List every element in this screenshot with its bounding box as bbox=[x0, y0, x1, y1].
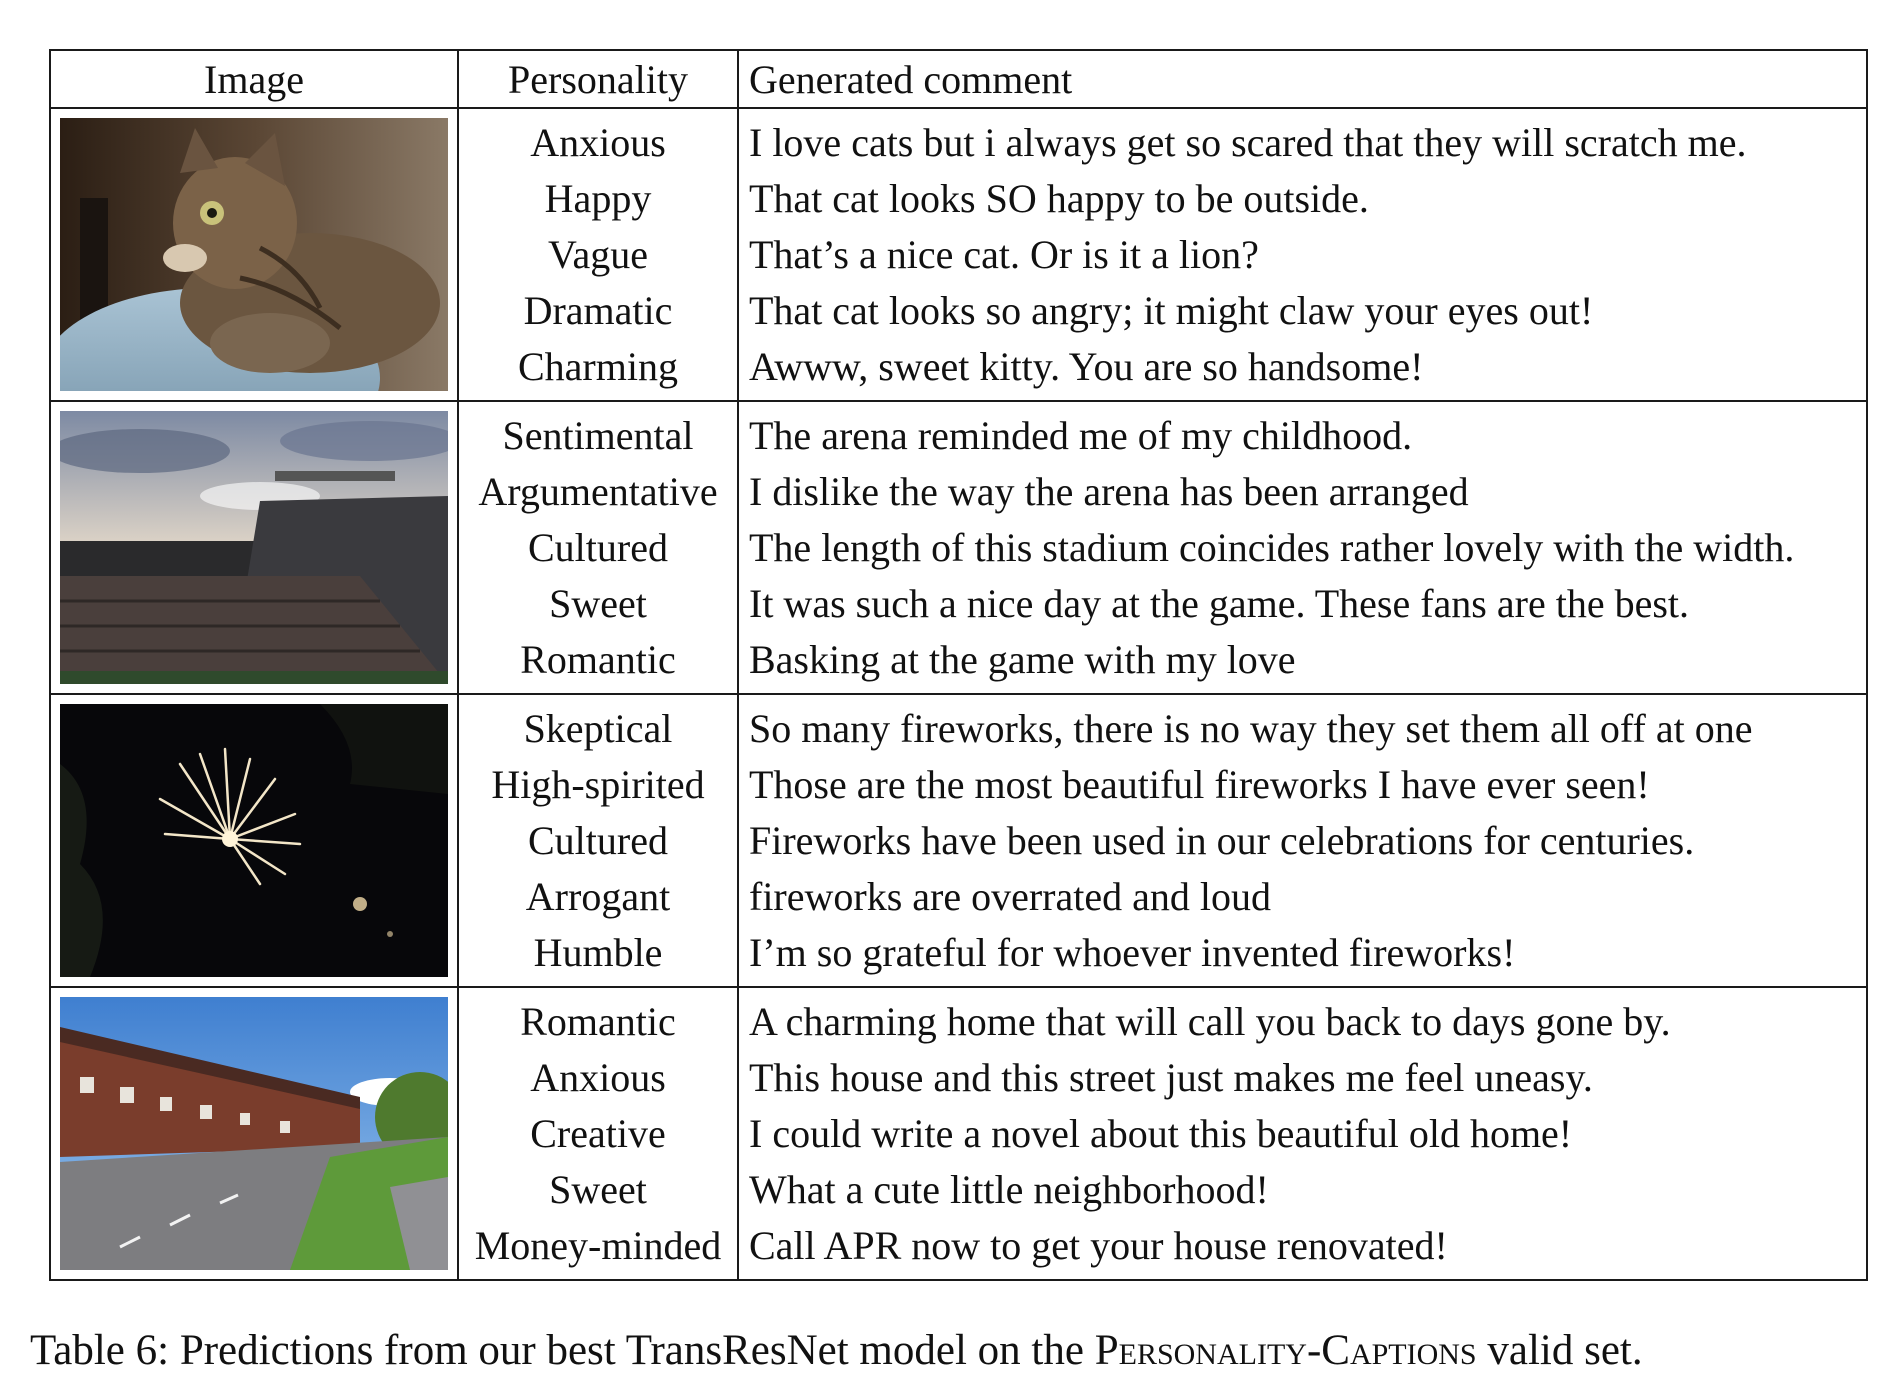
personality-label: Dramatic bbox=[523, 287, 673, 333]
personality-label: Money-minded bbox=[474, 1222, 722, 1268]
generated-comment: Call APR now to get your house renovated! bbox=[749, 1222, 1448, 1268]
table-row-houses bbox=[50, 987, 1867, 1280]
generated-comment: So many fireworks, there is no way they set them all off at one bbox=[749, 705, 1753, 751]
personality-label: Vague bbox=[548, 231, 648, 277]
generated-comment: A charming home that will call you back to days gone by. bbox=[749, 998, 1671, 1044]
image-cell bbox=[50, 694, 458, 987]
comment-cell bbox=[738, 987, 1867, 1280]
predictions-table bbox=[49, 49, 1868, 1281]
header-personality: Personality bbox=[458, 50, 738, 108]
personality-cell bbox=[458, 401, 738, 694]
personality-label: Creative bbox=[530, 1110, 666, 1156]
generated-comment: This house and this street just makes me feel uneasy. bbox=[749, 1054, 1593, 1100]
generated-comment: fireworks are overrated and loud bbox=[749, 873, 1271, 919]
personality-label: Skeptical bbox=[523, 705, 673, 751]
comment-cell bbox=[738, 108, 1867, 401]
personality-cell bbox=[458, 108, 738, 401]
personality-label: Happy bbox=[544, 175, 652, 221]
table-caption bbox=[30, 1326, 1643, 1375]
personality-label: Sweet bbox=[549, 580, 647, 626]
fireworks-photo bbox=[60, 704, 448, 977]
generated-comment: I’m so grateful for whoever invented fireworks! bbox=[749, 929, 1516, 975]
personality-cell bbox=[458, 694, 738, 987]
personality-cell bbox=[458, 987, 738, 1280]
personality-label: Cultured bbox=[528, 524, 668, 570]
image-cell bbox=[50, 108, 458, 401]
generated-comment: It was such a nice day at the game. These fans are the best. bbox=[749, 580, 1689, 626]
table-row-fireworks bbox=[50, 694, 1867, 987]
personality-label: Romantic bbox=[520, 636, 676, 682]
generated-comment: That cat looks SO happy to be outside. bbox=[749, 175, 1369, 221]
personality-label: Argumentative bbox=[478, 468, 718, 514]
generated-comment: I could write a novel about this beautiful old home! bbox=[749, 1110, 1573, 1156]
personality-label: Anxious bbox=[530, 119, 666, 165]
header-image: Image bbox=[50, 50, 458, 108]
generated-comment: I dislike the way the arena has been arranged bbox=[749, 468, 1469, 514]
personality-label: Sentimental bbox=[502, 412, 694, 458]
comment-cell bbox=[738, 401, 1867, 694]
generated-comment: That’s a nice cat. Or is it a lion? bbox=[749, 231, 1259, 277]
generated-comment: The length of this stadium coincides rather lovely with the width. bbox=[749, 524, 1795, 570]
image-cell bbox=[50, 401, 458, 694]
stadium-photo bbox=[60, 411, 448, 684]
generated-comment: Awww, sweet kitty. You are so handsome! bbox=[749, 343, 1424, 389]
caption-dataset-name: Personality-Captions bbox=[1094, 1327, 1477, 1374]
generated-comment: Basking at the game with my love bbox=[749, 636, 1296, 682]
generated-comment: Fireworks have been used in our celebrations for centuries. bbox=[749, 817, 1695, 863]
personality-label: Charming bbox=[518, 343, 678, 389]
header-comment: Generated comment bbox=[738, 50, 1867, 108]
table-row-cat bbox=[50, 108, 1867, 401]
caption-label: Table 6: Predictions from our best TransResNet model on the bbox=[30, 1327, 1084, 1374]
generated-comment: Those are the most beautiful fireworks I have ever seen! bbox=[749, 761, 1650, 807]
header-row bbox=[50, 50, 1867, 108]
cat-photo bbox=[60, 118, 448, 391]
houses-photo bbox=[60, 997, 448, 1270]
personality-label: High-spirited bbox=[491, 761, 705, 807]
generated-comment: What a cute little neighborhood! bbox=[749, 1166, 1269, 1212]
personality-label: Cultured bbox=[528, 817, 668, 863]
table-row-stadium bbox=[50, 401, 1867, 694]
personality-label: Anxious bbox=[530, 1054, 666, 1100]
personality-label: Romantic bbox=[520, 998, 676, 1044]
image-cell bbox=[50, 987, 458, 1280]
generated-comment: The arena reminded me of my childhood. bbox=[749, 412, 1413, 458]
personality-label: Arrogant bbox=[525, 873, 671, 919]
personality-label: Humble bbox=[533, 929, 663, 975]
caption-suffix: valid set. bbox=[1487, 1327, 1643, 1374]
generated-comment: That cat looks so angry; it might claw your eyes out! bbox=[749, 287, 1594, 333]
comment-cell bbox=[738, 694, 1867, 987]
generated-comment: I love cats but i always get so scared that they will scratch me. bbox=[749, 119, 1747, 165]
personality-label: Sweet bbox=[549, 1166, 647, 1212]
